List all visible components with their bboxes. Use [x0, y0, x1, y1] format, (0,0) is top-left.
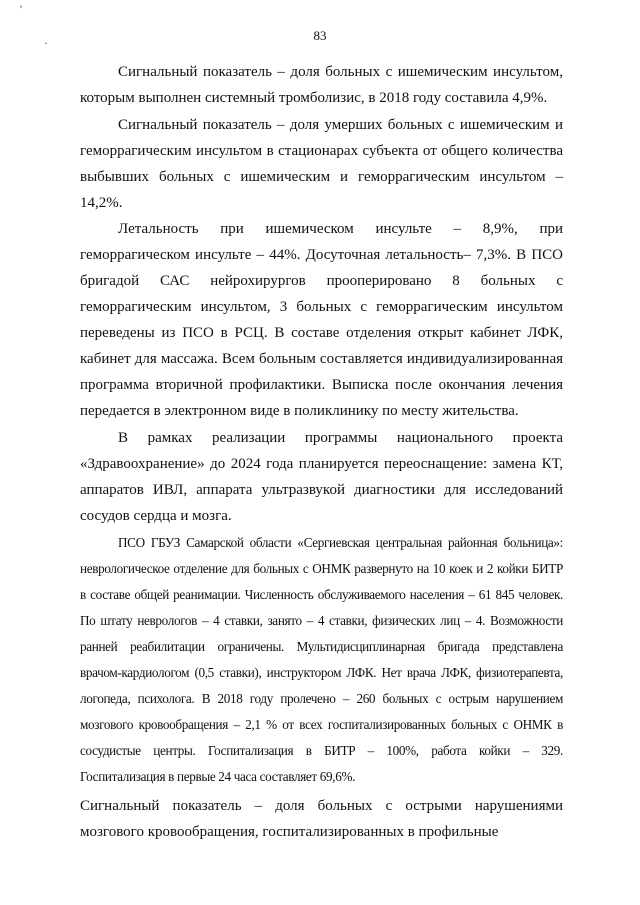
paragraph-6-line: мозгового кровообращения, госпитализированных в профильные — [80, 824, 499, 840]
paragraph-5-line: ранней реабилитации ограничены. Мультидисциплинарная бригада представлена — [80, 639, 563, 654]
paragraph-2-line: геморрагическим инсультом в стационарах субъекта от общего количества — [80, 143, 563, 159]
paragraph-3-line: Летальность при ишемическом инсульте – 8,9%, при — [118, 221, 563, 237]
paragraph-6-line: Сигнальный показатель – доля больных с острыми нарушениями — [80, 798, 563, 814]
paragraph-1-line: Сигнальный показатель – доля больных с ишемическим инсультом, — [118, 64, 563, 80]
paragraph-3-line: программа вторичной профилактики. Выписка после окончания лечения — [80, 377, 563, 393]
paragraph-3-line: кабинет для массажа. Всем больным составляется индивидуализированная — [80, 351, 563, 367]
paragraph-5-line: мозгового кровообращения – 2,1 % от всех госпитализированных больных с ОНМК в — [80, 717, 563, 732]
paragraph-2-line: выбывших больных с ишемическим и геморрагическим инсультом – — [80, 169, 563, 185]
paragraph-2-line: Сигнальный показатель – доля умерших больных с ишемическим и — [118, 117, 563, 133]
paragraph-3-line: геморрагическом инсульте – 44%. Досуточная летальность– 7,3%. В ПСО — [80, 247, 563, 263]
paragraph-4-line: «Здравоохранение» до 2024 года планируется переоснащение: замена КТ, — [80, 456, 563, 472]
scan-mark: · — [44, 36, 48, 50]
scan-mark: ' — [20, 2, 23, 16]
paragraph-5-line: неврологическое отделение для больных с ОНМК развернуто на 10 коек и 2 койки БИТР — [80, 561, 563, 576]
paragraph-4-line: В рамках реализации программы национального проекта — [118, 430, 563, 446]
paragraph-3-line: переведены из ПСО в РСЦ. В составе отделения открыт кабинет ЛФК, — [80, 325, 563, 341]
paragraph-5-line: Госпитализация в первые 24 часа составляет 69,6%. — [80, 769, 356, 784]
page-number: 83 — [313, 28, 327, 43]
paragraph-5-line: врачом-кардиологом (0,5 ставки), инструктором ЛФК. Нет врача ЛФК, физиотерапевта, — [80, 665, 563, 680]
paragraph-5-line: в составе общей реанимации. Численность обслуживаемого населения – 61 845 человек. — [80, 587, 563, 602]
paragraph-3-line: передается в электронном виде в поликлинику по месту жительства. — [80, 403, 519, 419]
paragraph-5-line: сосудистые центры. Госпитализация в БИТР – 100%, работа койки – 329. — [80, 743, 563, 758]
paragraph-3-line: бригадой САС нейрохирургов прооперировано 8 больных с — [80, 273, 563, 289]
paragraph-4-line: сосудов сердца и мозга. — [80, 508, 232, 524]
paragraph-5-line: ПСО ГБУЗ Самарской области «Сергиевская центральная районная больница»: — [118, 535, 563, 550]
paragraph-4-line: аппаратов ИВЛ, аппарата ультразвукой диагностики для исследований — [80, 482, 563, 498]
paragraph-3-line: геморрагическим инсультом, 3 больных с геморрагическим инсультом — [80, 299, 563, 315]
paragraph-1-line: которым выполнен системный тромболизис, в 2018 году составила 4,9%. — [80, 90, 548, 106]
paragraph-5-line: логопеда, психолога. В 2018 году пролечено – 260 больных с острым нарушением — [80, 691, 563, 706]
paragraph-2-line: 14,2%. — [80, 195, 123, 211]
paragraph-5-line: По штату неврологов – 4 ставки, занято – 4 ставки, физических лиц – 4. Возможности — [80, 613, 563, 628]
